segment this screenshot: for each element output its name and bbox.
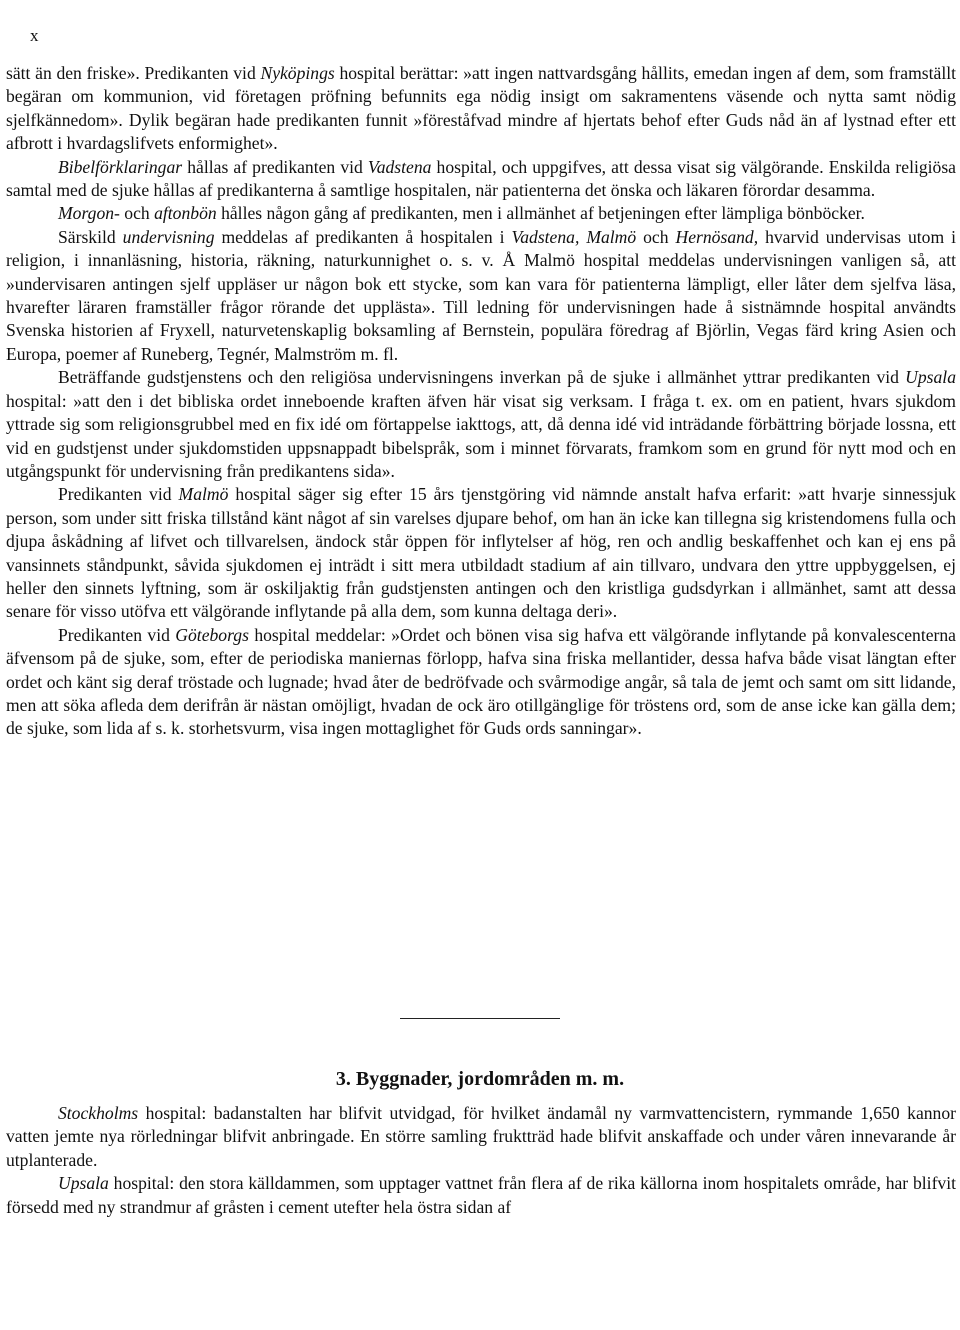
- paragraph-2: Bibelförklaringar hållas af predikanten vid Vadstena hospital, och uppgifves, att dessa visat sig välgörande. Enskilda religiösa samtal med de sjuke hållas af predikanterna å samtlige hospitalen, när patienterna det önska och läkaren förordar desamma.: [6, 156, 956, 201]
- paragraph-6: Predikanten vid Malmö hospital säger sig efter 15 års tjenstgöring vid nämnde anstalt hafva erfarit: »att hvarje sinnessjuk person, som under sitt friska tillstånd känt något af sin varelses djupare behof, om han än icke kan tillegna sig kristendomens fulla och djupa åskådning af lifvet och tillvarelsen, ändock står öppen för inflytelser af hög, ren och andlig beskaffenhet och kan ej ens på vansinnets ståndpunkt, såvida sjukdomen ej inträdt i sitt mera utbildadt stadium af ain tillvaro, undvara den yttre uppbyggelsen, ej heller den sinnets lyftning, som är oskiljaktig från gudstjensten antingen och den kristliga gudsdyrkan i allmänhet, samt att dessa senare för visso utöfva ett välgörande inflytande på alla dem, som kunna deltaga deri».: [6, 484, 956, 622]
- body-text: [6, 62, 956, 741]
- paragraph-3: Morgon- och aftonbön hålles någon gång af predikanten, men i allmänhet af betjeningen efter lämpliga bönböcker.: [58, 203, 865, 224]
- section-heading: 3. Byggnader, jordområden m. m.: [335, 1068, 625, 1090]
- section-body: [6, 1102, 956, 1219]
- paragraph-5: Beträffande gudstjenstens och den religiösa undervisningens inverkan på de sjuke i allmänhet yttrar predikanten vid Upsala hospital: »att den i det bibliska ordet inneboende kraften äfven här visat sig verksam. I fråga t. ex. om en patient, hvars sjukdom yttrade sig som religionsgrubbel med en fix idé om förtappelse iakttogs, att, då denna idé vid inträdande förbättring började lossna, ett vid en gudstjenst under sjukdomstiden uppsnappadt bibelspråk, som i minnet förvarats, framkom som en grund för nytt mod och en utgångspunkt för undervisning från predikantens sida».: [6, 367, 956, 481]
- paragraph-1: sätt än den friske». Predikanten vid Nyköpings hospital berättar: »att ingen nattvardsgång hållits, emedan ingen af dem, som framställt begäran om kommunion, vid företagen pröfning befunnits ega nödig insigt om sakramentens väsende och nytta samt nödig sjelfkännedom». Dylik begäran hade predikanten funnit »föreståfvad mindre af hjertats behof efter Guds nåd än af lystnad efter ett afbrott i hvardagslifvets enformighet».: [6, 63, 956, 154]
- paragraph-8: Stockholms hospital: badanstalten har blifvit utvidgad, för hvilket ändamål ny varmvattencistern, rymmande 1,650 kannor vatten jemte nya rörledningar blifvit anbringade. En större samling fruktträd hade blifvit anskaffade och under våren innevarande år utplanterade.: [6, 1103, 956, 1170]
- paragraph-9: Upsala hospital: den stora källdammen, som upptager vattnet från flera af de rika källorna inom hospitalets område, har blifvit försedd med ny strandmur af gråsten i cement utefter hela östra sidan af: [6, 1173, 956, 1217]
- paragraph-7: Predikanten vid Göteborgs hospital meddelar: »Ordet och bönen visa sig hafva ett välgörande inflytande på konvalescenterna äfvensom på de sjuke, som, efter de periodiska maniernas förlopp, hafva sina friska mellantider, dessa hafva både visat längtan efter ordet och känt sig deraf tröstade och lugnade; hvad åter de bedröfvade och svårmodige angår, så tala de jemt och samt om sitt lidande, men att söka afleda dem derifrån är nästan omöjligt, hvadan de ock äro otillgänglige för tröstens ord, som de anse icke kan gälla dem; de sjuke, som lida af s. k. storhetsvurm, visa ingen mottaglighet för Guds ords sanningar».: [6, 624, 956, 739]
- page-number: x: [30, 26, 40, 45]
- paragraph-4: Särskild undervisning meddelas af predikanten å hospitalen i Vadstena, Malmö och Hernösand, hvarvid undervisas utom i religion, i innanläsning, historia, räkning, naturkunnighet o. s. v. Å Malmö hospital meddelas undervisningen vanligen så, att »undervisaren antingen sjelf uppläser ur någon bok ett stycke, som kan vara för patienterna lämpligt, eller låter dem sjelfva läsa, hvarefter läraren framställer frågor rörande det upplästa». Till ledning för undervisningen hade å sistnämnde hospital användts Svenska historien af Fryxell, naturvetenskaplig boksamling af Bernstein, populära föredrag af Björlin, Vegas färd kring Asien och Europa, poemer af Runeberg, Tegnér, Malmström m. fl.: [6, 226, 957, 364]
- section-divider: [400, 1018, 560, 1019]
